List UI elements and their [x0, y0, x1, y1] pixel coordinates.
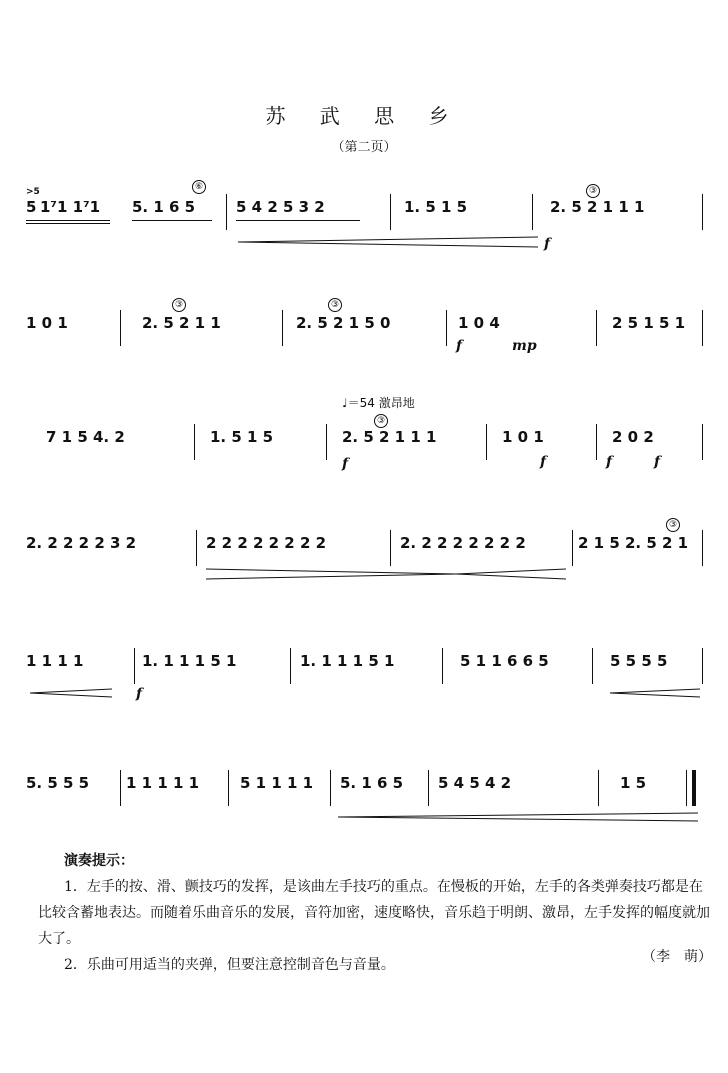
barline [196, 530, 197, 566]
underline [26, 220, 110, 221]
decrescendo-hairpin [610, 688, 700, 698]
barline [702, 424, 703, 460]
final-barline [692, 770, 696, 806]
note-group: 5 5 5 5 [610, 652, 668, 670]
performance-notes-heading: 演奏提示： [64, 853, 134, 869]
note-group: 1 0 1 [26, 314, 68, 332]
performance-note-item: 2．乐曲可用适当的夹弹，但要注意控制音色与音量。 [64, 957, 395, 973]
note-group: 2 0 2 [612, 428, 654, 446]
barline [592, 648, 593, 684]
dynamic-f: f [606, 454, 613, 470]
note-group: 5 [26, 198, 37, 216]
barline [572, 530, 573, 566]
crescendo-hairpin [238, 236, 538, 248]
barline [596, 424, 597, 460]
barline [486, 424, 487, 460]
string-number: ③ [172, 298, 186, 312]
tempo-expression: 激昂地 [378, 396, 415, 410]
barline [134, 648, 135, 684]
barline [282, 310, 283, 346]
string-number: ③ [666, 518, 680, 532]
string-number: ③ [374, 414, 388, 428]
note-group: 5 1 1 1 1 [240, 774, 314, 792]
note-group: 2. 5 2 1 1 1 [342, 428, 437, 446]
barline [290, 648, 291, 684]
note-group: 2 5 1 5 1 [612, 314, 686, 332]
note-group: 1 0 4 [458, 314, 500, 332]
note-group: 5 4 2 5 3 2 [236, 198, 325, 216]
note-group: 5. 1 6 5 [340, 774, 404, 792]
note-group: 2 2 2 2 2 2 2 2 [206, 534, 327, 552]
staff-row-5 [26, 634, 706, 714]
string-number: ⑥ [192, 180, 206, 194]
performance-note-item: 1．左手的按、滑、颤技巧的发挥，是该曲左手技巧的重点。在慢板的开始，左手的各类弹奏技巧都是在比较含蓄地表达。而随着乐曲音乐的发展，音符加密，速度略快，音乐趋于明朗、激昂，左手发挥的幅度就加大了。 [38, 879, 710, 947]
staff-row-3 [26, 396, 706, 480]
barline [702, 194, 703, 230]
barline [120, 770, 121, 806]
decrescendo-hairpin [338, 812, 698, 822]
dynamic-f: f [342, 456, 349, 472]
note-group: 2. 5 2 1 5 0 [296, 314, 391, 332]
barline [702, 648, 703, 684]
note-group: 2. 2 2 2 2 3 2 [26, 534, 137, 552]
note-group: 7 1 5 4. 2 [46, 428, 125, 446]
note-group: 1⁷1 1⁷1 [40, 198, 101, 216]
tempo-note: ♩ [342, 396, 348, 410]
barline [194, 424, 195, 460]
string-number: ③ [328, 298, 342, 312]
staff-row-2 [26, 296, 706, 376]
underline [132, 220, 212, 221]
barline [390, 530, 391, 566]
barline [686, 770, 687, 806]
barline [598, 770, 599, 806]
dynamic-mp: mp [512, 338, 537, 354]
dynamic-f: f [544, 236, 551, 252]
staff-row-4 [26, 516, 706, 596]
grace-notes: >5 [26, 187, 40, 197]
note-group: 2. 5 2 1 1 [142, 314, 221, 332]
underline [26, 223, 110, 224]
note-group: 5. 1 6 5 [132, 198, 196, 216]
note-group: 5. 5 5 5 [26, 774, 90, 792]
note-group: 1. 5 1 5 [404, 198, 468, 216]
barline [226, 194, 227, 230]
barline [390, 194, 391, 230]
note-group: 1 1 1 1 [26, 652, 84, 670]
crescendo-hairpin [456, 568, 566, 580]
note-group: 5 1 1 6 6 5 [460, 652, 549, 670]
note-group: 1 1 1 1 1 [126, 774, 200, 792]
performance-notes [38, 848, 714, 978]
staff-row-6 [26, 756, 706, 836]
barline [702, 310, 703, 346]
dynamic-f: f [456, 338, 463, 354]
note-group: 1. 1 1 1 5 1 [300, 652, 395, 670]
dynamic-f: f [654, 454, 661, 470]
staff-row-1 [26, 180, 706, 260]
barline [532, 194, 533, 230]
note-group: 1. 5 1 5 [210, 428, 274, 446]
barline [326, 424, 327, 460]
dynamic-f: f [540, 454, 547, 470]
note-group: 1 0 1 [502, 428, 544, 446]
decrescendo-hairpin [206, 568, 456, 580]
tempo-marking [342, 394, 415, 411]
barline [446, 310, 447, 346]
dynamic-f: f [136, 686, 143, 702]
note-group: 2. 5 2 1 1 1 [550, 198, 645, 216]
author-credit: （李 萌） [642, 949, 712, 965]
barline [428, 770, 429, 806]
note-group: 1. 1 1 1 5 1 [142, 652, 237, 670]
barline [702, 530, 703, 566]
note-group: 2. 2 2 2 2 2 2 2 [400, 534, 526, 552]
string-number: ③ [586, 184, 600, 198]
page-subtitle: （第二页） [331, 140, 397, 155]
barline [228, 770, 229, 806]
barline [330, 770, 331, 806]
decrescendo-hairpin [30, 688, 112, 698]
underline [236, 220, 360, 221]
barline [120, 310, 121, 346]
note-group: 1 5 [620, 774, 647, 792]
barline [596, 310, 597, 346]
note-group: 2 1 5 2. 5 2 1 [578, 534, 689, 552]
note-group: 5 4 5 4 2 [438, 774, 512, 792]
page-title: 苏 武 思 乡 [265, 104, 463, 128]
tempo-value: ＝54 [347, 396, 375, 410]
barline [442, 648, 443, 684]
